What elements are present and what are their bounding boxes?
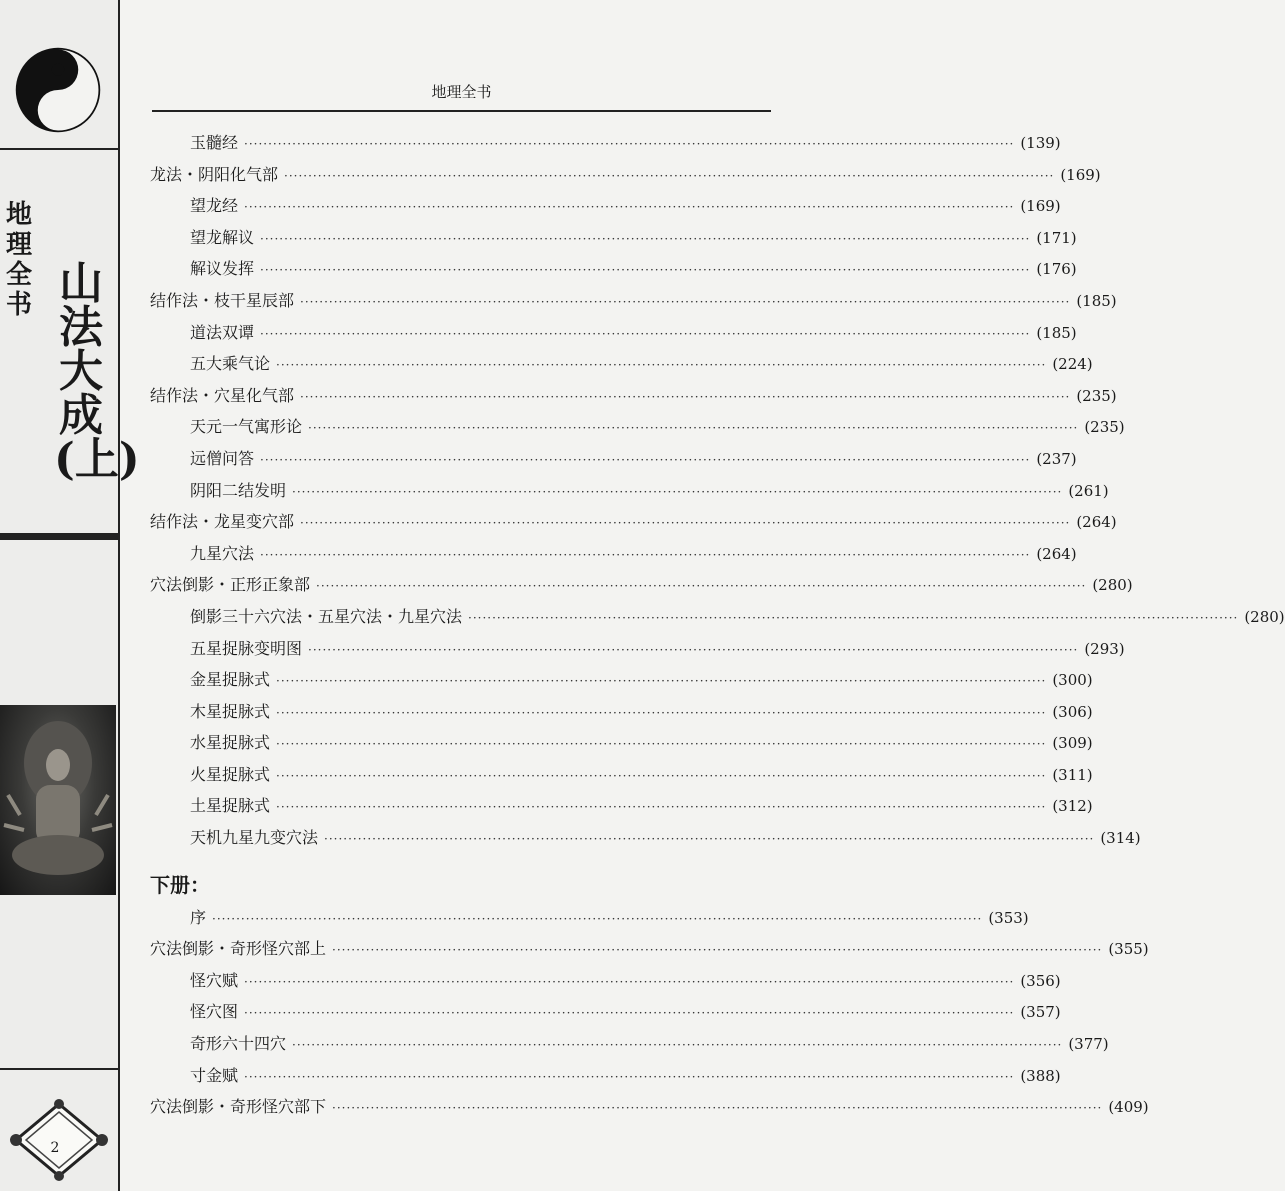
toc-entry [150, 538, 1077, 570]
book-title: 山法大成(上) [54, 258, 140, 485]
toc-entry-title: 阴阳二结发明 [190, 480, 287, 500]
running-header: 地理全书 [152, 82, 771, 112]
toc-entry-page: (314) [1100, 829, 1141, 848]
dot-leader: ································································································································································ [292, 1038, 1063, 1053]
toc-entry [150, 506, 1117, 538]
toc-entry-title: 结作法・穴星化气部 [150, 385, 295, 405]
toc-entry-page: (377) [1068, 1035, 1109, 1054]
toc-entry [150, 475, 1109, 507]
dot-leader: ································································································································································ [276, 705, 1047, 720]
toc-entry [150, 443, 1077, 475]
toc-entry-page: (356) [1020, 971, 1061, 990]
sidebar-divider [0, 148, 118, 150]
toc-entry-page: (280) [1244, 607, 1285, 626]
toc-entry [150, 1091, 1149, 1123]
dot-leader: ································································································································································ [468, 610, 1239, 625]
toc-entry-page: (388) [1020, 1066, 1061, 1085]
dot-leader: ································································································································································ [276, 358, 1047, 373]
toc-entry-title: 序 [190, 907, 207, 927]
toc-entry-page: (171) [1036, 228, 1077, 247]
dot-leader: ································································································································································ [244, 1069, 1015, 1084]
toc-entry [150, 790, 1093, 822]
toc-entry-page: (176) [1036, 260, 1077, 279]
dot-leader: ································································································································································ [284, 168, 1055, 183]
dot-leader: ································································································································································ [316, 579, 1087, 594]
toc-entry [150, 285, 1117, 317]
toc-entry [150, 569, 1133, 601]
toc-entry [150, 159, 1101, 191]
dot-leader: ································································································································································ [276, 674, 1047, 689]
dot-leader: ································································································································································ [244, 974, 1015, 989]
toc-entry-title: 解议发挥 [190, 259, 255, 279]
toc-entry-title: 穴法倒影・奇形怪穴部上 [150, 939, 327, 959]
toc-entry [150, 696, 1093, 728]
yin-yang-icon [14, 46, 102, 134]
toc-entry-title: 远僧问答 [190, 448, 255, 468]
dot-leader: ································································································································································ [292, 484, 1063, 499]
toc-entry-page: (169) [1020, 197, 1061, 216]
dot-leader: ································································································································································ [276, 768, 1047, 783]
dot-leader: ································································································································································ [260, 452, 1031, 467]
toc-entry-page: (300) [1052, 671, 1093, 690]
toc-entry-title: 玉髓经 [190, 133, 239, 152]
toc-entry [150, 759, 1093, 791]
toc-entry-title: 望龙经 [190, 196, 239, 216]
toc-entry [150, 190, 1061, 222]
toc-entry-page: (311) [1052, 765, 1093, 784]
toc-entry [150, 222, 1077, 254]
sidebar [0, 0, 140, 1191]
toc-entry [150, 1028, 1109, 1060]
toc-entry-page: (264) [1076, 513, 1117, 532]
dot-leader: ································································································································································ [212, 911, 983, 926]
dot-leader: ································································································································································ [324, 832, 1095, 847]
buddha-statue-image [0, 705, 116, 895]
dot-leader: ································································································································································ [300, 294, 1071, 309]
toc-entry [150, 127, 1061, 159]
toc-entry-page: (357) [1020, 1003, 1061, 1022]
toc-entry-title: 火星捉脉式 [190, 764, 271, 784]
sidebar-divider [0, 533, 118, 540]
toc-entry [150, 902, 1029, 934]
toc-entry-title: 望龙解议 [190, 227, 255, 247]
dot-leader: ································································································································································ [244, 137, 1015, 151]
toc-entry-page: (235) [1076, 386, 1117, 405]
dot-leader: ································································································································································ [332, 943, 1103, 958]
toc-entry-page: (237) [1036, 449, 1077, 468]
toc-entry-title: 木星捉脉式 [190, 701, 271, 721]
toc-entry-title: 怪穴赋 [190, 970, 239, 990]
toc-entry-page: (293) [1084, 639, 1125, 658]
dot-leader: ································································································································································ [260, 263, 1031, 278]
sidebar-divider [0, 1068, 118, 1070]
toc-entry-title: 龙法・阴阳化气部 [150, 164, 279, 184]
toc-entry-page: (261) [1068, 481, 1109, 500]
toc-entry-page: (139) [1020, 134, 1061, 152]
dot-leader: ································································································································································ [260, 326, 1031, 341]
toc-entry-title: 天机九星九变穴法 [190, 828, 319, 848]
page-number: 2 [50, 1140, 60, 1156]
toc-entry-title: 金星捉脉式 [190, 670, 271, 690]
dot-leader: ································································································································································ [260, 547, 1031, 562]
toc-entry [150, 633, 1125, 665]
dot-leader: ································································································································································ [300, 516, 1071, 531]
toc-entry-title: 五星捉脉变明图 [190, 638, 303, 658]
toc-entry [150, 727, 1093, 759]
toc-entry [150, 253, 1077, 285]
toc-entry [150, 1060, 1061, 1092]
toc-entry-title: 奇形六十四穴 [190, 1034, 287, 1054]
toc-entry [150, 933, 1149, 965]
toc-entry [150, 380, 1117, 412]
toc-entry-page: (355) [1108, 940, 1149, 959]
dot-leader: ································································································································································ [276, 737, 1047, 752]
toc-entry-title: 穴法倒影・正形正象部 [150, 575, 311, 595]
dot-leader: ································································································································································ [308, 421, 1079, 436]
toc-entry-page: (235) [1084, 418, 1125, 437]
toc-entry-title: 倒影三十六穴法・五星穴法・九星穴法 [190, 606, 463, 626]
toc-entry-page: (353) [988, 908, 1029, 927]
toc-entry-title: 怪穴图 [190, 1002, 239, 1022]
toc-entry [150, 411, 1125, 443]
toc-part-1 [150, 127, 1285, 854]
toc-entry-title: 寸金赋 [190, 1065, 239, 1085]
toc-entry-title: 天元一气寓形论 [190, 417, 303, 437]
dot-leader: ································································································································································ [332, 1101, 1103, 1116]
toc-entry [150, 664, 1093, 696]
toc-entry-title: 结作法・枝干星辰部 [150, 290, 295, 310]
toc-entry-title: 结作法・龙星变穴部 [150, 512, 295, 532]
toc-entry-title: 九星穴法 [190, 543, 255, 563]
toc-entry [150, 965, 1061, 997]
toc-entry-title: 五大乘气论 [190, 354, 271, 374]
toc-part-2 [150, 902, 1149, 1123]
toc-entry-page: (409) [1108, 1098, 1149, 1117]
dot-leader: ································································································································································ [276, 800, 1047, 815]
toc-entry-page: (169) [1060, 165, 1101, 184]
series-title: 地理全书 [6, 200, 33, 320]
dot-leader: ································································································································································ [244, 200, 1015, 215]
dot-leader: ································································································································································ [300, 389, 1071, 404]
toc-entry-page: (280) [1092, 576, 1133, 595]
table-of-contents [150, 127, 1285, 1123]
toc-entry-title: 土星捉脉式 [190, 796, 271, 816]
toc-entry-page: (185) [1076, 291, 1117, 310]
toc-entry-title: 穴法倒影・奇形怪穴部下 [150, 1097, 327, 1117]
toc-entry-page: (224) [1052, 355, 1093, 374]
dot-leader: ································································································································································ [260, 231, 1031, 246]
toc-entry [150, 317, 1077, 349]
dot-leader: ································································································································································ [244, 1006, 1015, 1021]
toc-entry-page: (306) [1052, 702, 1093, 721]
toc-entry [150, 822, 1141, 854]
toc-entry-title: 水星捉脉式 [190, 733, 271, 753]
toc-entry [150, 348, 1093, 380]
toc-entry [150, 996, 1061, 1028]
toc-entry-page: (264) [1036, 544, 1077, 563]
toc-entry-page: (309) [1052, 734, 1093, 753]
toc-entry-page: (185) [1036, 323, 1077, 342]
section-heading: 下册： [150, 872, 210, 897]
toc-entry [150, 601, 1285, 633]
toc-entry-page: (312) [1052, 797, 1093, 816]
toc-entry-title: 道法双谭 [190, 322, 255, 342]
dot-leader: ································································································································································ [308, 642, 1079, 657]
